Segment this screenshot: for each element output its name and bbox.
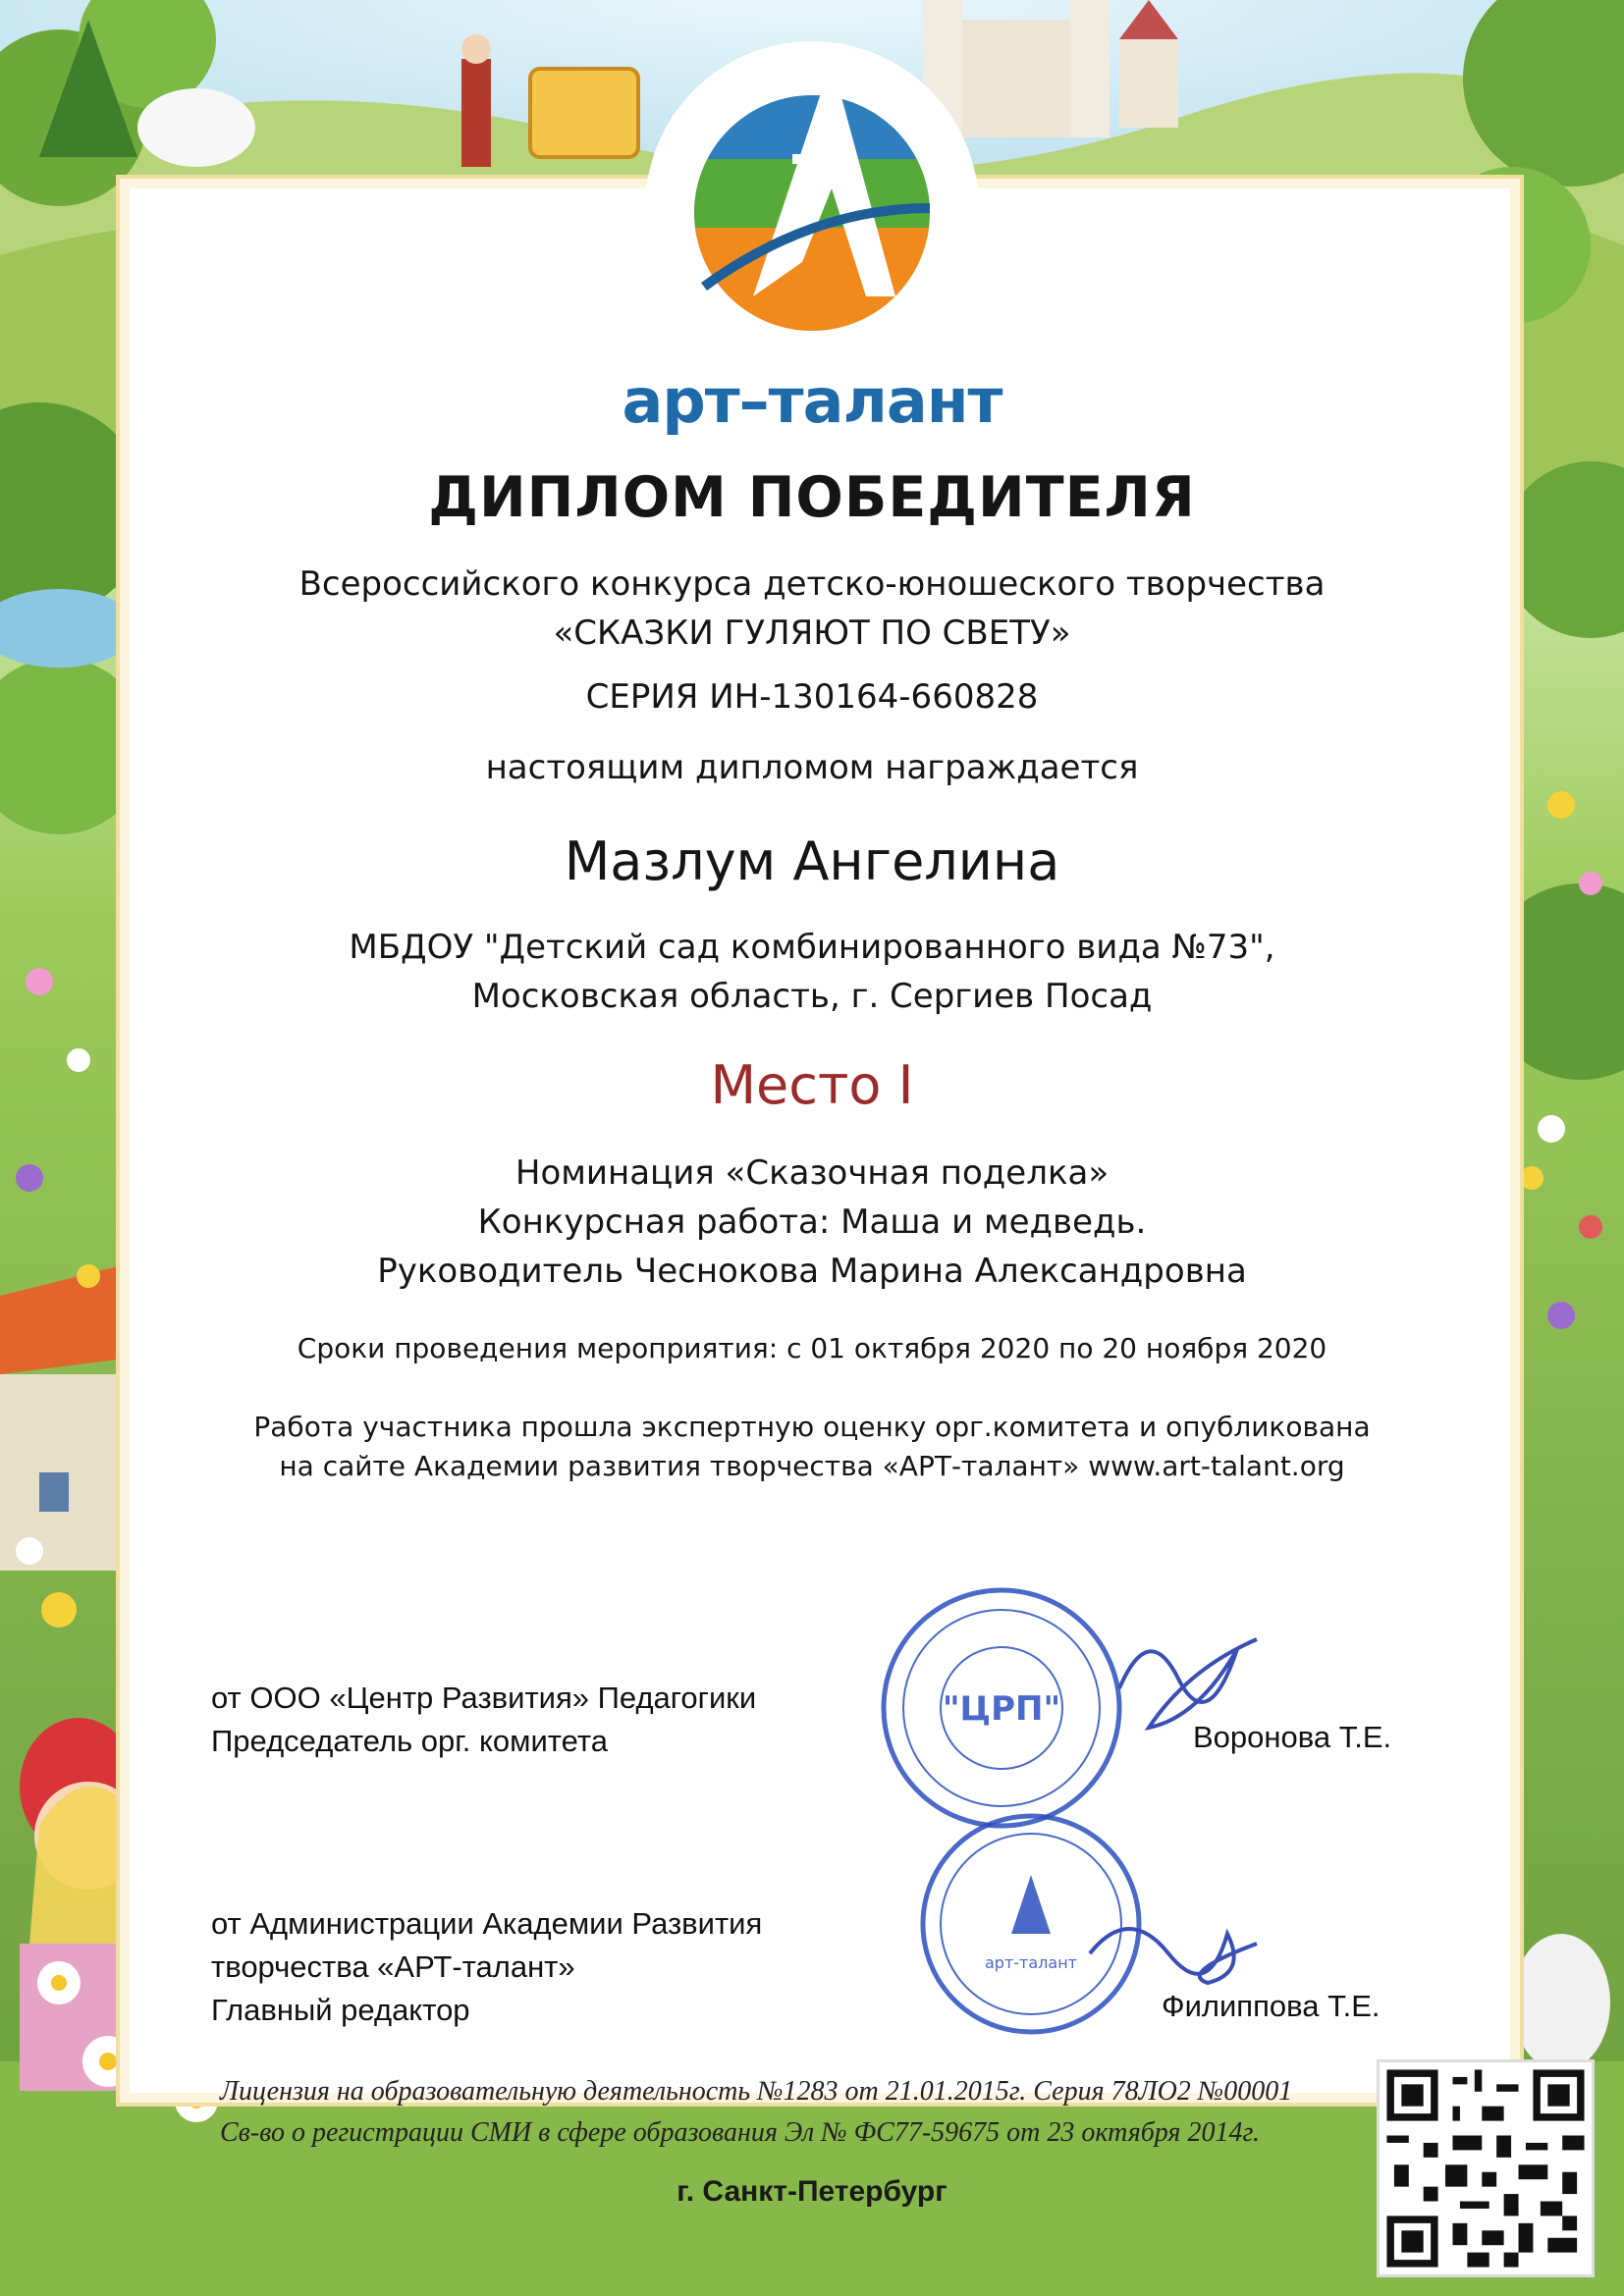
contest-name xyxy=(0,560,1624,658)
signature-2-role: Главный редактор xyxy=(211,1993,470,2027)
nomination-block xyxy=(0,1148,1624,1296)
supervisor: Руководитель Чеснокова Марина Александровна xyxy=(377,1252,1247,1291)
publication-note xyxy=(0,1408,1624,1486)
contest-line-1: Всероссийского конкурса детско-юношеского творчества xyxy=(298,564,1326,604)
recipient-organization xyxy=(0,923,1624,1021)
stamp-2-center-text: арт-талант xyxy=(985,1953,1077,1972)
city: г. Санкт-Петербург xyxy=(677,2175,947,2208)
publication-line-1: Работа участника прошла экспертную оценку орг.комитета и опубликована xyxy=(253,1411,1371,1443)
signature-1-role: Председатель орг. комитета xyxy=(211,1724,608,1758)
handwritten-signature-1 xyxy=(1119,1639,1257,1728)
series-number: СЕРИЯ ИН-130164-660828 xyxy=(585,677,1039,717)
publication-line-2: на сайте Академии развития творчества «АРТ-талант» www.art-talant.org xyxy=(279,1450,1345,1482)
signature-2-name: Филиппова Т.Е. xyxy=(1162,1989,1380,2023)
nomination: Номинация «Сказочная поделка» xyxy=(514,1153,1110,1193)
signature-1-org: от ООО «Центр Развития» Педагогики xyxy=(211,1681,757,1715)
recipient-name: Мазлум Ангелина xyxy=(564,830,1060,892)
event-dates: Сроки проведения мероприятия: с 01 октября 2020 по 20 ноября 2020 xyxy=(297,1332,1327,1364)
stamp-crp-icon xyxy=(884,1590,1119,1826)
signature-2-org-cont: творчества «АРТ-талант» xyxy=(211,1949,575,1984)
qr-code-icon xyxy=(1377,2059,1595,2277)
signature-1-name: Воронова Т.Е. xyxy=(1193,1720,1392,1754)
org-line-1: МБДОУ "Детский сад комбинированного вида №73", xyxy=(349,928,1275,967)
stamps-and-signatures xyxy=(854,1580,1267,2091)
stamp-art-talant-icon xyxy=(923,1816,1139,2032)
awarded-text: настоящим дипломом награждается xyxy=(485,748,1139,787)
stamp-1-center-text: "ЦРП" xyxy=(942,1689,1061,1729)
org-line-2: Московская область, г. Сергиев Посад xyxy=(471,977,1153,1016)
competition-work: Конкурсная работа: Маша и медведь. xyxy=(477,1202,1147,1242)
place-award: Место I xyxy=(710,1054,914,1116)
license-line-1: Лицензия на образовательную деятельность №1283 от 21.01.2015г. Серия 78ЛО2 №00001 xyxy=(220,2076,1293,2107)
logo-brand-text: арт–талант xyxy=(622,365,1002,437)
signature-2-org: от Администрации Академии Развития xyxy=(211,1906,763,1941)
license-line-2: Св-во о регистрации СМИ в сфере образования Эл № ФС77-59675 от 23 октября 2014г. xyxy=(220,2117,1260,2148)
license-info xyxy=(220,2071,1292,2154)
art-talant-logo xyxy=(645,41,979,375)
signature-block-1 xyxy=(211,1677,756,1763)
contest-line-2: «СКАЗКИ ГУЛЯЮТ ПО СВЕТУ» xyxy=(553,614,1071,653)
diploma-title: ДИПЛОМ ПОБЕДИТЕЛЯ xyxy=(428,465,1196,530)
signature-block-2 xyxy=(211,1902,762,2032)
